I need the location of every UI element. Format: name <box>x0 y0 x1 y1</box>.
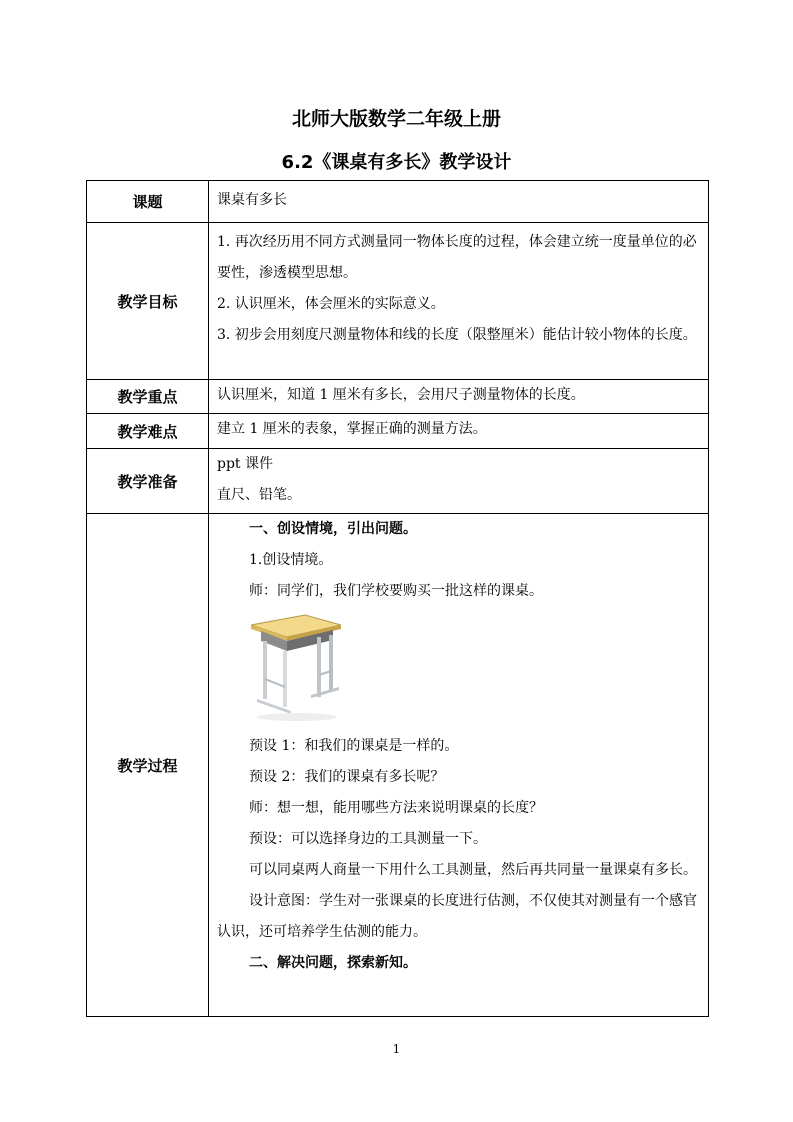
objective-item: 1. 再次经历用不同方式测量同一物体长度的过程，体会建立统一度量单位的必要性，渗透模型思想。 <box>217 234 697 281</box>
table-row-process <box>87 514 709 1017</box>
table-row-objectives <box>87 223 709 380</box>
section2-heading: 二、解决问题，探索新知。 <box>249 955 417 971</box>
objectives-label: 教学目标 <box>87 223 209 380</box>
preparation-label: 教学准备 <box>87 449 209 514</box>
teacher2-text: 师：想一想，能用哪些方法来说明课桌的长度？ <box>249 800 543 816</box>
objective-item: 2. 认识厘米，体会厘米的实际意义。 <box>217 296 445 312</box>
difficulties-value: 建立 1 厘米的表象，掌握正确的测量方法。 <box>217 421 487 437</box>
key-points-value: 认识厘米，知道 1 厘米有多长，会用尺子测量物体的长度。 <box>217 387 585 403</box>
table-row-topic <box>87 181 709 223</box>
section1-heading: 一、创设情境，引出问题。 <box>249 521 417 537</box>
preparation-line: ppt 课件 <box>217 456 273 472</box>
document-subtitle: 6.2《课桌有多长》教学设计 <box>281 152 512 173</box>
school-desk-illustration <box>247 613 347 723</box>
preset2-text: 预设 2：我们的课桌有多长呢？ <box>249 769 445 785</box>
design-intent-text: 设计意图：学生对一张课桌的长度进行估测，不仅使其对测量有一个感官认识，还可培养学生估测的能力。 <box>217 893 697 940</box>
objective-item: 3. 初步会用刻度尺测量物体和线的长度（限整厘米）能估计较小物体的长度。 <box>217 327 697 343</box>
table-row-preparation <box>87 449 709 514</box>
document-title: 北师大版数学二年级上册 <box>291 108 501 130</box>
topic-label: 课题 <box>87 181 209 223</box>
table-row-key-points <box>87 380 709 414</box>
table-row-difficulties <box>87 414 709 449</box>
page-number: 1 <box>392 1042 401 1056</box>
step1-text: 1.创设情境。 <box>249 552 333 568</box>
paragraph-text: 可以同桌两人商量一下用什么工具测量，然后再共同量一量课桌有多长。 <box>249 862 697 878</box>
difficulties-label: 教学难点 <box>87 414 209 449</box>
preset3-text: 预设：可以选择身边的工具测量一下。 <box>249 831 487 847</box>
process-label: 教学过程 <box>87 514 209 1017</box>
preset1-text: 预设 1：和我们的课桌是一样的。 <box>249 738 459 754</box>
teacher1-text: 师：同学们，我们学校要购买一批这样的课桌。 <box>249 583 543 599</box>
topic-value: 课桌有多长 <box>217 192 287 208</box>
lesson-plan-table <box>86 180 709 1017</box>
preparation-line: 直尺、铅笔。 <box>217 487 301 503</box>
key-points-label: 教学重点 <box>87 380 209 414</box>
